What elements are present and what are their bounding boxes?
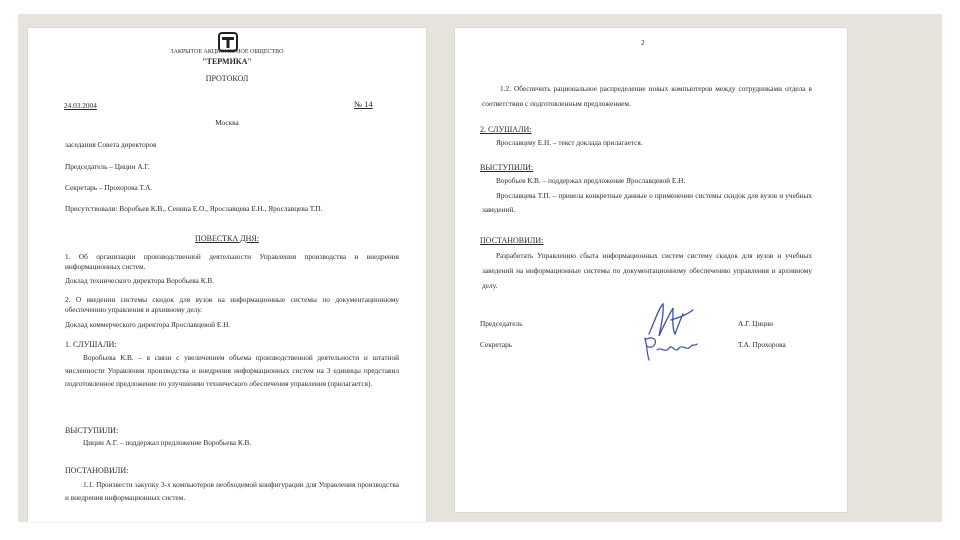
spoke-title-1: ВЫСТУПИЛИ: [65,426,119,435]
page-number: 2 [641,38,645,47]
present-line: Присутствовали: Воробьев К.В., Сенина Е.О., Ярославцева Е.Н., Ярославцева Т.П. [65,204,323,213]
org-header: ЗАКРЫТОЕ АКЦИОНЕРНОЕ ОБЩЕСТВО [170,49,284,55]
spoke-text-1: Цицин А.Г. – поддержал предложение Воробьева К.В. [83,438,252,447]
secretary-signature-icon [641,332,701,364]
doc-city: Москва [215,118,239,127]
heard-title-2: 2. СЛУШАЛИ: [480,125,532,134]
agenda-item-1: 1. Об организации производственной деятельности Управления производства и внедрения информационных систем. [65,252,399,271]
agenda-item-2-report: Доклад коммерческого директора Ярославцевой Е.Н. [65,320,231,329]
meeting-type: заседания Совета директоров [65,140,157,149]
spoke-text-2a: Воробьев К.В. – поддержал предложение Ярославцевой Е.Н. [496,176,686,185]
org-name: "ТЕРМИКА" [202,57,252,66]
chair-label: Председатель [480,319,523,328]
resolved-text-1: 1.1. Произвести закупку 3-х компьютеров необходимой конфигурации для Управления производства и внедрения информационных систем. [65,480,399,502]
doc-number: № 14 [354,99,373,109]
doc-date: 24.03.2004 [64,101,97,110]
chair-line: Председатель – Цицин А.Г. [65,162,150,171]
resolved-text-2: Разработать Управлению сбыта информационных систем систему скидок для вузов и учебных заведений на информационные системы по документационному обеспечению управления и архивному делу. [482,251,812,290]
heard-text-2: Ярославцеву Е.Н. – текст доклада прилагается. [496,138,643,147]
agenda-item-1-report: Доклад технического директора Воробьева К.В. [65,276,215,285]
document-page-2 [455,28,847,512]
resolved-title-1: ПОСТАНОВИЛИ: [65,466,129,475]
heard-title-1: 1. СЛУШАЛИ: [65,340,117,349]
agenda-title: ПОВЕСТКА ДНЯ: [195,234,259,243]
item-1-2: 1.2. Обеспечить рациональное распределение новых компьютеров между сотрудниками отдела в соответствии с подготовленным предложением. [482,84,812,108]
secretary-label: Секретарь [480,340,513,349]
spoke-title-2: ВЫСТУПИЛИ: [480,163,534,172]
resolved-title-2: ПОСТАНОВИЛИ: [480,236,544,245]
chair-name: А.Г. Цицин [738,319,774,328]
heard-text-1: Воробьева К.В. – в связи с увеличением объема производственной деятельности и штатной численности Управления производства и внедрения информационных систем на 3 единицы представил подготовленное предложение по улучшению технического обеспечения управления (прилагается). [65,353,399,388]
doc-title: ПРОТОКОЛ [205,74,249,83]
spoke-text-2b: Ярославцева Т.П. – привела конкретные данные о применении системы скидок для вузов и учебных заведений. [482,191,812,214]
document-page-1 [28,28,426,522]
secretary-line: Секретарь – Прохорова Т.А. [65,183,153,192]
secretary-name: Т.А. Прохорова [738,340,786,349]
agenda-item-2: 2. О введении системы скидок для вузов на информационные системы по документационному обеспечению управления и архивному делу. [65,295,399,314]
